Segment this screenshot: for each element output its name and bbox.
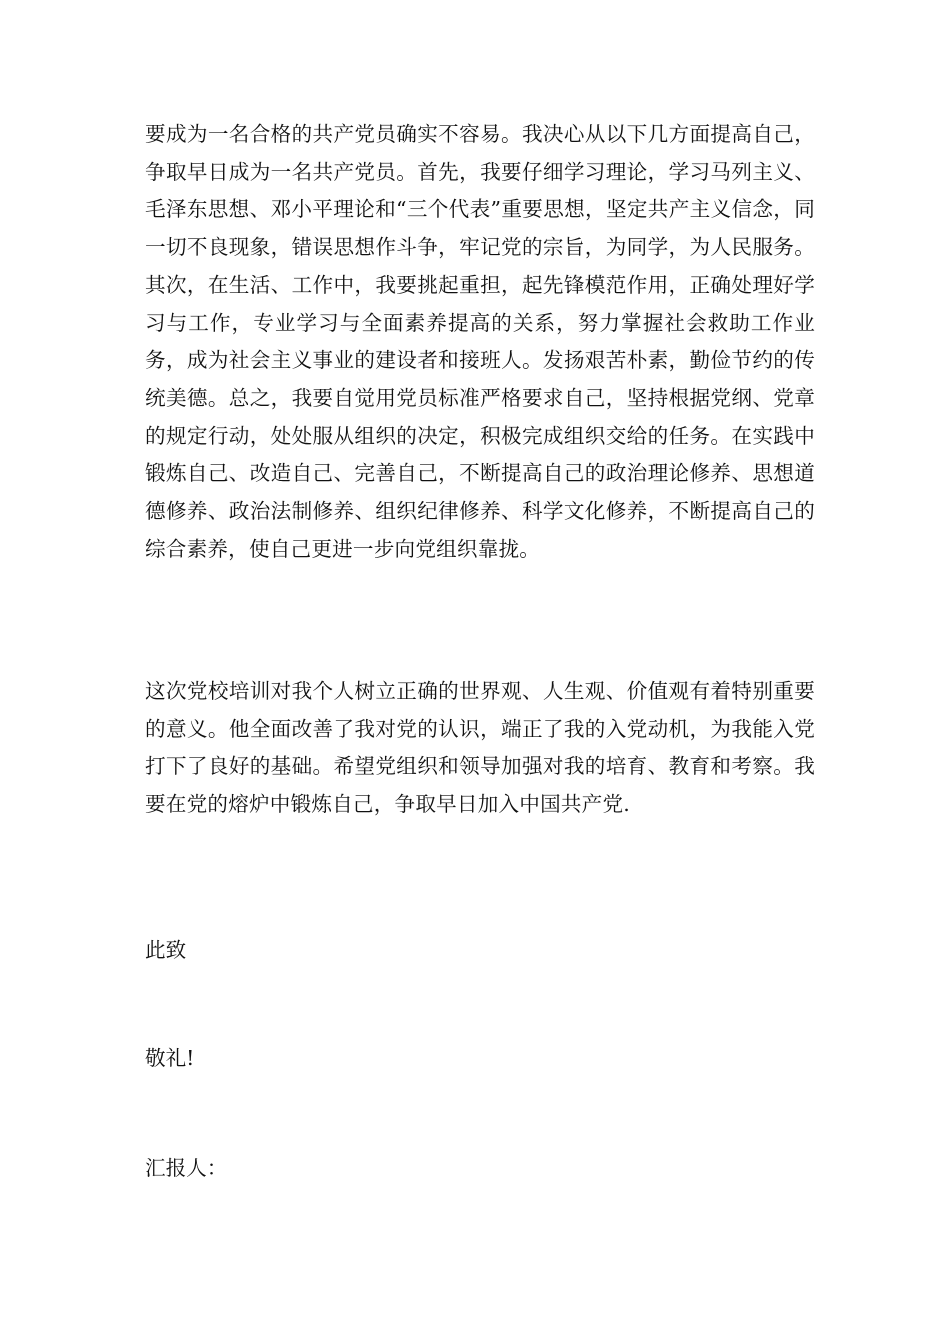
body-paragraph-2: 这次党校培训对我个人树立正确的世界观、人生观、价值观有着特别重要的意义。他全面改善了我对党的认识，端正了我的入党动机，为我能入党打下了良好的基础。希望党组织和领导加强对我的培育、教育和考察。我要在党的熔炉中锻炼自己，争取早日加入中国共产党. [145, 679, 815, 817]
body-paragraph-1: 要成为一名合格的共产党员确实不容易。我决心从以下几方面提高自己，争取早日成为一名共产党员。首先，我要仔细学习理论，学习马列主义、毛泽东思想、邓小平理论和“三个代表”重要思想，坚定共产主义信念，同一切不良现象，错误思想作斗争，牢记党的宗旨，为同学，为人民服务。其次，在生活、工作中，我要挑起重担，起先锋模范作用，正确处理好学习与工作，专业学习与全面素养提高的关系，努力掌握社会救助工作业务，成为社会主义事业的建设者和接班人。发扬艰苦朴素，勤俭节约的传统美德。总之，我要自觉用党员标准严格要求自己，坚持根据党纲、党章的规定行动，处处服从组织的决定，积极完成组织交给的任务。在实践中锻炼自己、改造自己、完善自己，不断提高自己的政治理论修养、思想道德修养、政治法制修养、组织纪律修养、科学文化修养，不断提高自己的综合素养，使自己更进一步向党组织靠拢。 [145, 122, 815, 561]
closing-salutation: 此致 [145, 938, 187, 962]
reporter-label: 汇报人： [145, 1156, 228, 1180]
closing-regards: 敬礼! [145, 1046, 195, 1070]
